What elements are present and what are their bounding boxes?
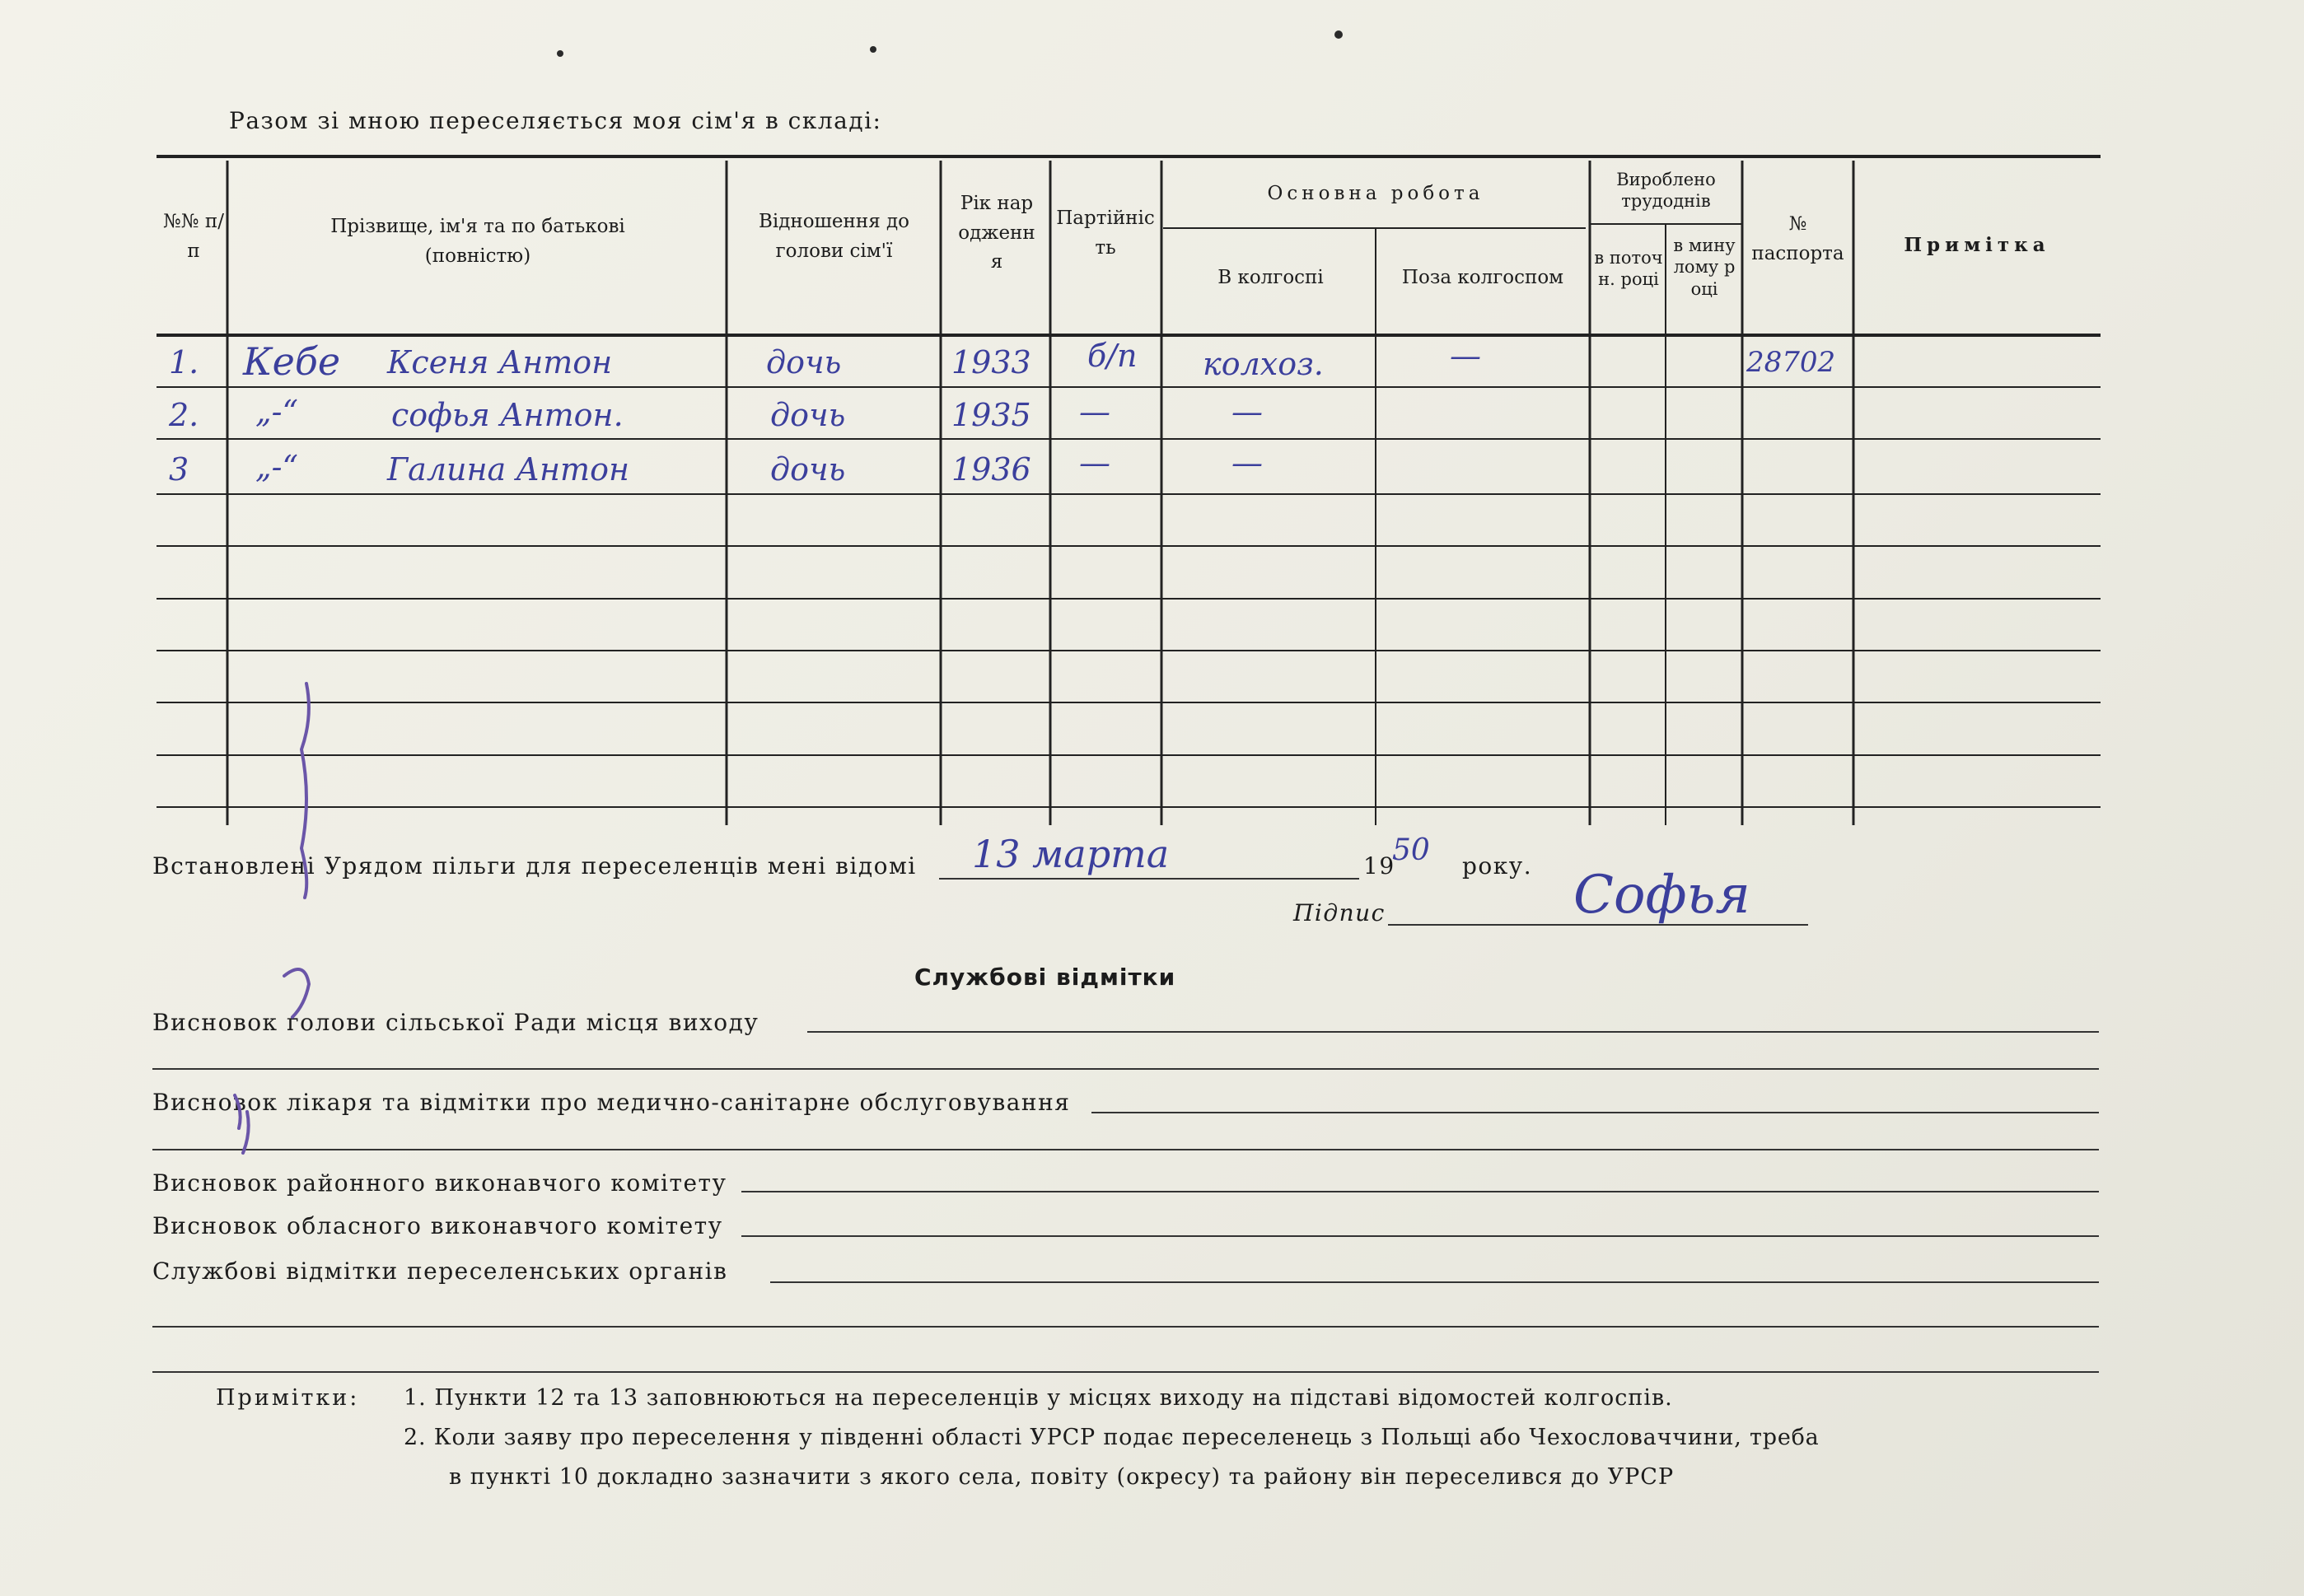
- note-item: 2. Коли заяву про переселення у південні області УРСР подає переселенець з Польщі або Чехословаччини, треба: [404, 1425, 1820, 1450]
- row-year: 1935: [951, 397, 1031, 433]
- row-party: —: [1079, 445, 1110, 481]
- col-header-relation: Відношення до голови сім'ї: [758, 211, 910, 262]
- row-num: 1.: [169, 344, 199, 380]
- row-relation: дочь: [770, 397, 846, 433]
- row-party: б/п: [1087, 338, 1138, 374]
- benefits-year: 50: [1392, 833, 1430, 867]
- notes-label: Примітки:: [216, 1385, 360, 1411]
- row-name: Галина Антон: [387, 451, 629, 488]
- service-item: Висновок районного виконавчого комітету: [152, 1169, 727, 1197]
- row-party: —: [1079, 394, 1110, 430]
- row-num: 2.: [169, 397, 199, 433]
- row-surname: „-“: [255, 449, 298, 485]
- col-header-num: №№ п/п: [163, 211, 224, 262]
- row-relation: дочь: [766, 344, 842, 380]
- row-num: 3: [169, 451, 189, 488]
- service-item: Висновок обласного виконавчого комітету: [152, 1212, 723, 1239]
- col-header-note: Примітка: [1904, 234, 2050, 256]
- col-header-kolhosp: В колгоспі: [1217, 267, 1324, 288]
- row-year: 1933: [951, 344, 1031, 380]
- benefits-date: 13 марта: [972, 832, 1170, 876]
- row-surname: Кебе: [243, 339, 341, 384]
- service-item: Висновок голови сільської Ради місця виходу: [152, 1009, 759, 1036]
- col-header-party: Партійність: [1056, 208, 1155, 259]
- row-name: софья Антон.: [391, 397, 624, 433]
- row-passport: 28702: [1746, 346, 1836, 379]
- row-year: 1936: [951, 451, 1031, 488]
- row-relation: дочь: [770, 451, 846, 488]
- row-kolhosp: —: [1231, 445, 1263, 481]
- col-header-workdays-current: в поточн. році: [1594, 248, 1663, 290]
- col-header-workdays: Вироблено трудоднів: [1616, 170, 1716, 212]
- signature-label: Підпис: [1293, 899, 1386, 926]
- col-header-workdays-last: в минулому році: [1673, 236, 1736, 299]
- row-name: Ксеня Антон: [387, 344, 613, 380]
- row-outside: —: [1450, 338, 1481, 374]
- row-kolhosp: колхоз.: [1203, 346, 1324, 382]
- col-header-name: Прізвище, ім'я та по батькові (повністю): [330, 216, 625, 267]
- note-item: в пункті 10 докладно зазначити з якого села, повіту (окресу) та району він переселився до УРСР: [449, 1464, 1675, 1490]
- row-kolhosp: —: [1231, 394, 1263, 430]
- service-item: Висновок лікаря та відмітки про медично-санітарне обслуговування: [152, 1089, 1071, 1116]
- benefits-text: Встановлені Урядом пільги для переселенців мені відомі: [152, 852, 917, 880]
- col-header-work: Основна робота: [1267, 183, 1484, 204]
- service-item: Службові відмітки переселенських органів: [152, 1258, 728, 1285]
- benefits-year-prefix: 19: [1363, 852, 1395, 880]
- col-header-outside: Поза колгоспом: [1401, 267, 1564, 288]
- col-header-passport: № паспорта: [1751, 213, 1844, 264]
- row-surname: „-“: [255, 394, 298, 430]
- benefits-year-suffix: року.: [1462, 852, 1533, 880]
- signature: Софья: [1573, 865, 1750, 926]
- intro-text: Разом зі мною переселяється моя сім'я в складі:: [229, 107, 882, 134]
- col-header-year: Рік народження: [958, 193, 1035, 273]
- note-item: 1. Пункти 12 та 13 заповнюються на переселенців у місцях виходу на підставі відомостей колгоспів.: [404, 1385, 1673, 1411]
- service-title: Службові відмітки: [914, 964, 1176, 991]
